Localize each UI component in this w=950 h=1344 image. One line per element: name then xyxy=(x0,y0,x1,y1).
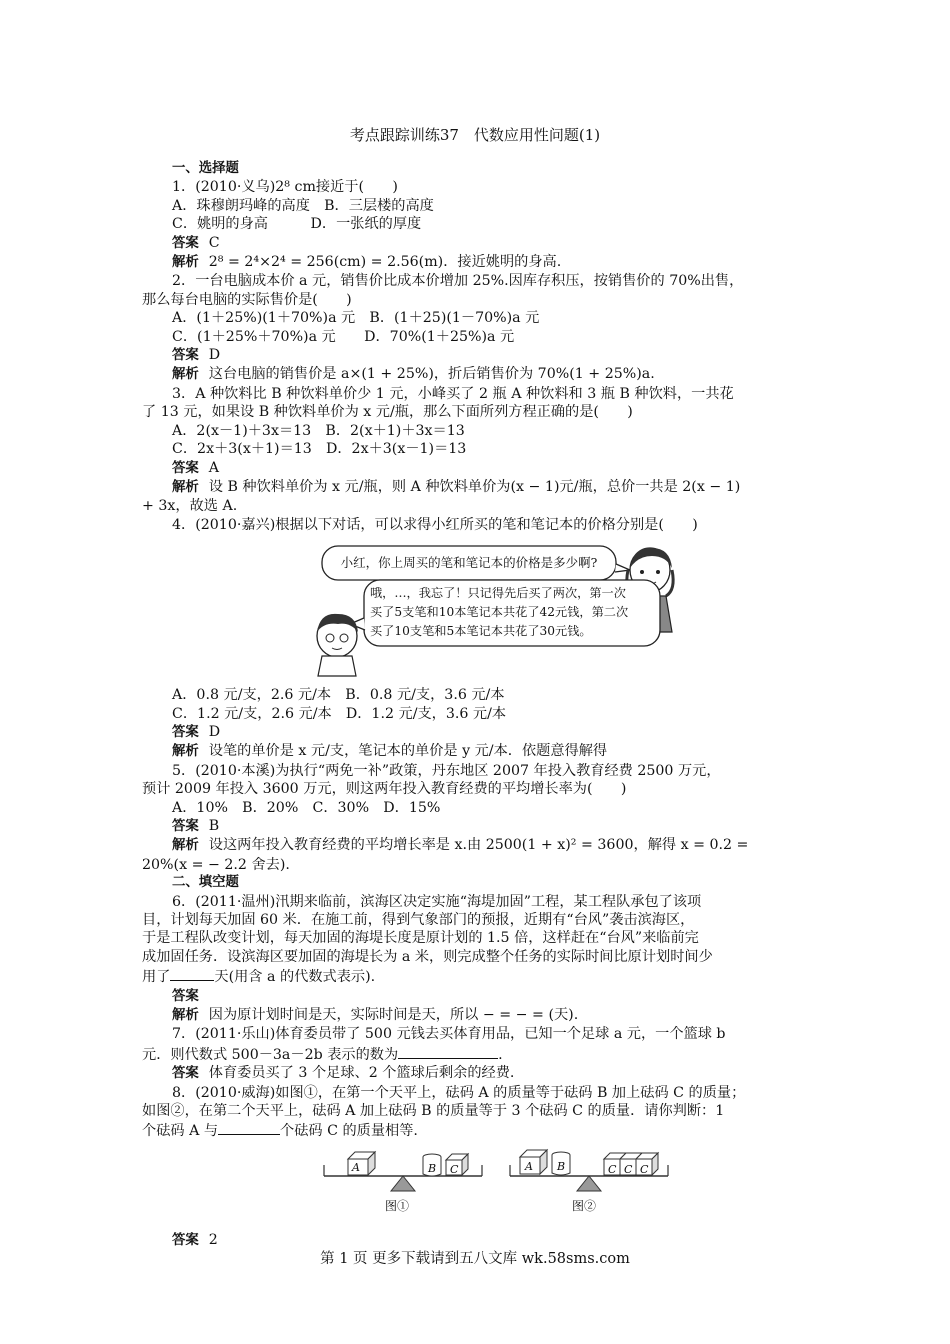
q6-analysis-row xyxy=(172,1006,812,1025)
q3-analysis-line1: 设 B 种饮料单价为 x 元/瓶，则 A 种饮料单价为(x − 1)元/瓶，总价一共是 2(x − 1) xyxy=(208,478,741,495)
balance-illustration xyxy=(172,1143,812,1253)
page-title: 考点跟踪训练37 代数应用性问题(1) xyxy=(349,126,601,144)
q4-options-ab: A．0.8 元/支，2.6 元/本 B．0.8 元/支，3.6 元/本 xyxy=(172,687,505,704)
q3-analysis-line2: + 3x，故选 A. xyxy=(142,498,238,515)
answer-label: 答案 xyxy=(172,348,199,364)
q6-line5 xyxy=(142,966,812,986)
answer-label: 答案 xyxy=(172,235,199,251)
q3-analysis-row xyxy=(172,478,812,497)
q7-line2 xyxy=(142,1044,812,1064)
q3-options-ab: A．2(x－1)＋3x＝13 B．2(x＋1)＋3x＝13 xyxy=(172,422,465,439)
section-heading-fill: 二、填空题 xyxy=(172,875,239,891)
q1-answer-row xyxy=(172,234,812,253)
q5-answer: B xyxy=(208,817,220,834)
analysis-label: 解析 xyxy=(172,255,199,271)
q4-analysis-row xyxy=(172,742,812,761)
analysis-label: 解析 xyxy=(172,744,199,760)
q5-options: A．10% B．20% C．30% D．15% xyxy=(172,799,441,816)
q5-analysis-line2: 20%(x = − 2.2 舍去). xyxy=(142,856,290,873)
q1-analysis: 2⁸ = 2⁴×2⁴ = 256(cm) = 2.56(m)．接近姚明的身高. xyxy=(208,254,562,271)
weight-label-c-2a: C xyxy=(608,1162,617,1176)
q8-answer: 2 xyxy=(208,1231,218,1248)
q6-answer-blank xyxy=(170,966,214,981)
speech-bubble-answer xyxy=(370,584,654,641)
q3-stem-line2: 了 13 元，如果设 B 种饮料单价为 x 元/瓶，那么下面所列方程正确的是( ) xyxy=(142,404,633,421)
q4-answer: D xyxy=(208,723,221,740)
answer-label: 答案 xyxy=(172,724,199,740)
weight-label-b-2: B xyxy=(557,1159,566,1173)
q7-line2-start: 元．则代数式 500－3a－2b 表示的数为 xyxy=(142,1046,399,1063)
q3-stem-line1: 3．A 种饮料比 B 种饮料单价少 1 元，小峰买了 2 瓶 A 种饮料和 3 瓶 B 种饮料，一共花 xyxy=(172,385,734,402)
q4-options-cd: C．1.2 元/支，2.6 元/本 D．1.2 元/支，3.6 元/本 xyxy=(172,705,507,722)
q2-options-ab: A．(1＋25%)(1＋70%)a 元 B．(1＋25)(1－70%)a 元 xyxy=(172,310,540,327)
q7-answer-blank xyxy=(398,1044,498,1059)
q8-line1: 8．(2010·威海)如图①，在第一个天平上，砝码 A 的质量等于砝码 B 加上砝码 C 的质量； xyxy=(172,1084,746,1101)
section-heading-choice: 一、选择题 xyxy=(172,161,239,176)
q8-line3-end: 个砝码 C 的质量相等. xyxy=(280,1123,418,1140)
bubble-answer-line1: 哦，…，我忘了！只记得先后买了两次，第一次 xyxy=(370,586,626,601)
q5-analysis-row xyxy=(172,836,812,855)
q3-answer-row xyxy=(172,459,812,478)
q6-line2: 目，计划每天加固 60 米．在施工前，得到气象部门的预报，近期有“台风”袭击滨海区， xyxy=(142,912,695,928)
q3-options-cd: C．2x＋3(x＋1)＝13 D．2x＋3(x－1)＝13 xyxy=(172,441,467,458)
q5-answer-row xyxy=(172,817,812,836)
q2-options-cd: C．(1＋25%＋70%)a 元 D．70%(1＋25%)a 元 xyxy=(172,328,515,345)
q6-analysis: 因为原计划时间是天，实际时间是天，所以 − = − = (天). xyxy=(208,1007,579,1024)
q1-analysis-row xyxy=(172,253,812,272)
q7-answer: 体育委员买了 3 个足球、2 个篮球后剩余的经费. xyxy=(208,1065,515,1082)
answer-label: 答案 xyxy=(172,1232,199,1248)
q8-line3 xyxy=(142,1120,812,1140)
analysis-label: 解析 xyxy=(172,367,199,383)
weight-label-a-1: A xyxy=(352,1160,360,1174)
q4-answer-row xyxy=(172,723,812,742)
q6-line1: 6．(2011·温州)汛期来临前，滨海区决定实施“海堤加固”工程，某工程队承包了该项 xyxy=(172,893,702,910)
q4-analysis: 设笔的单价是 x 元/支，笔记本的单价是 y 元/本．依题意得解得 xyxy=(208,743,608,760)
q1-options-ab: A．珠穆朗玛峰的高度 B．三层楼的高度 xyxy=(172,197,434,214)
weight-label-c-1: C xyxy=(450,1162,459,1176)
q6-answer-row xyxy=(172,987,812,1006)
boy-figure xyxy=(317,614,358,676)
q2-answer-row xyxy=(172,346,812,365)
content xyxy=(142,160,812,1250)
q2-analysis: 这台电脑的销售价是 a×(1 + 25%)，折后销售价为 70%(1 + 25%)a. xyxy=(208,366,655,383)
analysis-label: 解析 xyxy=(172,838,199,854)
q7-line1: 7．(2011·乐山)体育委员带了 500 元钱去买体育用品，已知一个足球 a 元，一个篮球 b xyxy=(172,1026,726,1043)
q6-line5-start: 用了 xyxy=(142,969,171,986)
weight-label-c-2c: C xyxy=(640,1162,649,1176)
q6-line4: 成加固任务．设滨海区要加固的海堤长为 a 米，则完成整个任务的实际时间比原计划时间少 xyxy=(142,948,713,965)
page-footer: 第 1 页 更多下载请到五八文库 wk.58sms.com xyxy=(320,1251,630,1267)
analysis-label: 解析 xyxy=(172,1008,199,1024)
weight-label-a-2: A xyxy=(525,1159,533,1173)
q5-analysis-line1: 设这两年投入教育经费的平均增长率是 x.由 2500(1 + x)² = 3600，解得 x = 0.2 = xyxy=(208,837,749,854)
q2-stem-line1: 2．一台电脑成本价 a 元，销售价比成本价增加 25%.因库存积压，按销售价的 70%出售， xyxy=(172,273,744,290)
figure-caption-2: 图② xyxy=(572,1198,597,1213)
q6-line5-end: 天(用含 a 的代数式表示). xyxy=(214,969,376,986)
q7-line2-end: . xyxy=(498,1046,503,1063)
bubble-answer-line2: 买了5支笔和10本笔记本共花了42元钱，第二次 xyxy=(370,605,629,620)
q8-answer-blank xyxy=(218,1120,280,1135)
answer-label: 答案 xyxy=(172,988,199,1004)
q2-answer: D xyxy=(208,347,221,364)
q1-options-cd: C．姚明的身高 D．一张纸的厚度 xyxy=(172,216,422,233)
q7-answer-row xyxy=(172,1064,812,1083)
q3-answer: A xyxy=(208,459,220,476)
q1-stem: 1．(2010·义乌)2⁸ cm接近于( ) xyxy=(172,179,398,196)
answer-label: 答案 xyxy=(172,818,199,834)
analysis-label: 解析 xyxy=(172,479,199,495)
q2-analysis-row xyxy=(172,365,812,384)
weight-label-c-2b: C xyxy=(624,1162,633,1176)
q4-dialogue-figure xyxy=(172,540,812,680)
q4-stem: 4．(2010·嘉兴)根据以下对话，可以求得小红所买的笔和笔记本的价格分别是( ) xyxy=(172,516,698,533)
q5-stem-line2: 预计 2009 年投入 3600 万元，则这两年投入教育经费的平均增长率为( ) xyxy=(142,781,627,798)
q8-line2: 如图②，在第二个天平上，砝码 A 加上砝码 B 的质量等于 3 个砝码 C 的质量．请你判断：1 xyxy=(142,1103,725,1120)
q1-answer: C xyxy=(208,234,220,251)
q8-balance-figures xyxy=(172,1143,812,1253)
figure-caption-1: 图① xyxy=(385,1198,410,1213)
answer-label: 答案 xyxy=(172,460,199,476)
q5-stem-line1: 5．(2010·本溪)为执行“两免一补”政策，丹东地区 2007 年投入教育经费 2500 万元， xyxy=(172,762,721,779)
speech-bubble-question: 小红，你上周买的笔和笔记本的价格是多少啊? xyxy=(340,554,598,570)
answer-label: 答案 xyxy=(172,1066,199,1082)
weight-label-b-1: B xyxy=(428,1161,437,1175)
q2-stem-line2: 那么每台电脑的实际售价是( ) xyxy=(142,291,352,308)
bubble-answer-line3: 买了10支笔和5本笔记本共花了30元钱。 xyxy=(370,624,592,639)
q8-line3-start: 个砝码 A 与 xyxy=(142,1123,219,1140)
q6-line3: 于是工程队改变计划，每天加固的海堤长度是原计划的 1.5 倍，这样赶在“台风”来临前完 xyxy=(142,930,699,947)
